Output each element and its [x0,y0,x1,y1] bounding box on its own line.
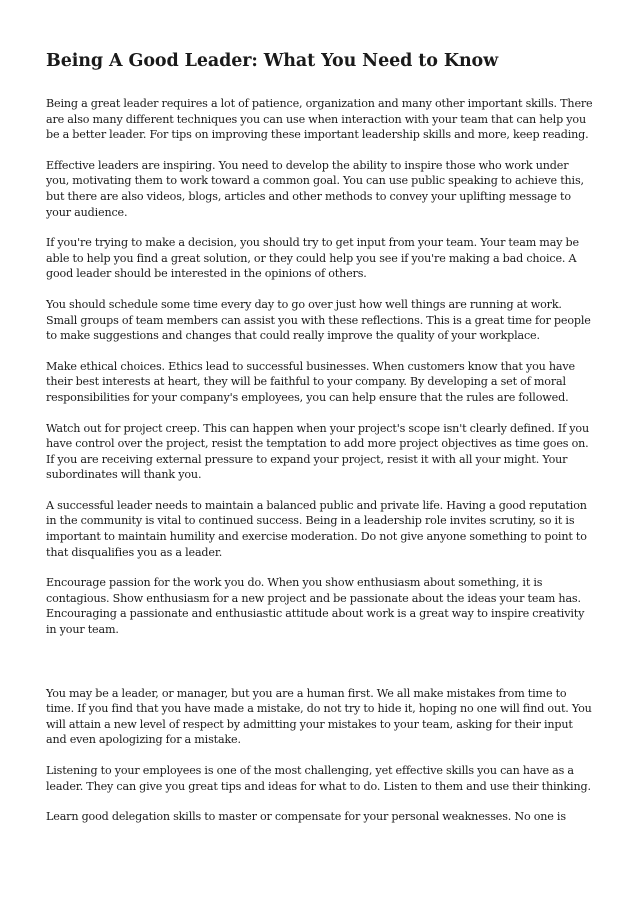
document-title: Being A Good Leader: What You Need to Know [46,51,499,71]
paragraph-passion: Encourage passion for the work you do. When you show enthusiasm about something, it is contagious. Show enthusiasm for a new project and be passionate about the ideas your team has. Encouraging a passionate and enthusiastic attitude about work is a great way to inspire creativity in your team. [46,576,585,637]
section-gap [46,653,594,686]
paragraph-listening: Listening to your employees is one of the most challenging, yet effective skills you can have as a leader. They can give you great tips and ideas for what to do. Listen to them and use their thinking. [46,764,591,793]
paragraph-decision: If you're trying to make a decision, you should try to get input from your team. Your team may be able to help you find a great solution, or they could help you see if you're making a bad choice. A good leader should be interested in the opinions of others. [46,236,579,281]
paragraph-schedule: You should schedule some time every day to go over just how well things are running at work. Small groups of team members can assist you with these reflections. This is a great time for people to make suggestions and changes that could really improve the quality of your workplace. [46,297,591,343]
paragraph-inspiring: Effective leaders are inspiring. You need to develop the ability to inspire those who work under you, motivating them to work toward a common goal. You can use public speaking to achieve this, but there are also videos, blogs, articles and other methods to convey your uplifting message to your audience. [46,158,584,219]
paragraph-intro: Being a great leader requires a lot of patience, organization and many other important skills. There are also many different techniques you can use when interaction with your team that can help you be a better leader. For tips on improving these important leadership skills and more, keep reading. [46,97,593,142]
document-page [46,48,594,840]
paragraph-project-creep: Watch out for project creep. This can happen when your project's scope isn't clearly defined. If you have control over the project, resist the temptation to add more project objectives as time goes on. If you are receiving external pressure to expand your project, resist it with all your might. Your subordinates will thank you. [46,421,589,482]
paragraph-delegation: Learn good delegation skills to master or compensate for your personal weaknesses. No one is [46,810,566,824]
paragraph-ethics: Make ethical choices. Ethics lead to successful businesses. When customers know that you have their best interests at heart, they will be faithful to your company. By developing a set of moral responsibilities for your company's employees, you can help ensure that the rules are followed. [46,359,575,404]
paragraph-mistakes: You may be a leader, or manager, but you are a human first. We all make mistakes from time to time. If you find that you have made a mistake, do not try to hide it, hoping no one will find out. You will attain a new level of respect by admitting your mistakes to your team, asking for their input and even apologizing for a mistake. [46,686,592,747]
paragraph-balance: A successful leader needs to maintain a balanced public and private life. Having a good reputation in the community is vital to continued success. Being in a leadership role invites scrutiny, so it is important to maintain humility and exercise moderation. Do not give anyone something to point to that disqualifies you as a leader. [46,498,587,559]
